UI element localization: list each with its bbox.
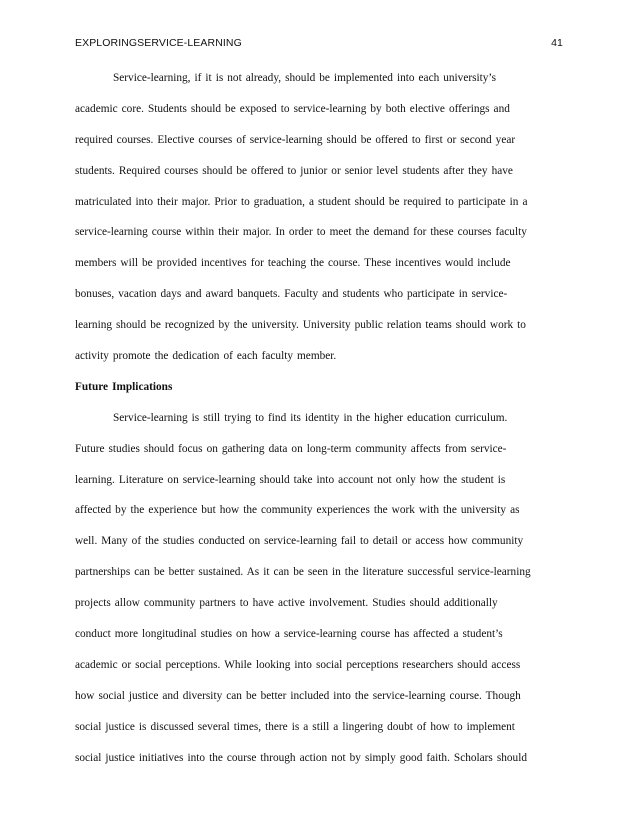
paragraph-line: projects allow community partners to have active involvement. Studies should additionally <box>75 597 498 610</box>
paragraph-line: well. Many of the studies conducted on service-learning fail to detail or access how community <box>75 535 524 548</box>
running-header <box>75 37 563 53</box>
running-head-title: EXPLORINGSERVICE-LEARNING <box>75 37 242 49</box>
paragraph-line: academic core. Students should be exposed to service-learning by both elective offerings and <box>75 102 510 115</box>
paragraph-line: service-learning course within their major. In order to meet the demand for these courses faculty <box>75 226 527 239</box>
paragraph-line: learning. Literature on service-learning should take into account not only how the student is <box>75 473 506 486</box>
section-heading: Future Implications <box>75 380 173 393</box>
paragraph-line: social justice is discussed several times, there is a still a lingering doubt of how to implement <box>75 720 515 733</box>
paragraph-line: Future studies should focus on gathering data on long-term community affects from service- <box>75 442 507 455</box>
paragraph-line: conduct more longitudinal studies on how a service-learning course has affected a student’s <box>75 628 503 641</box>
paragraph-line: partnerships can be better sustained. As it can be seen in the literature successful service-learning <box>75 566 531 579</box>
document-body <box>75 70 565 780</box>
paragraph-line: Service-learning, if it is not already, should be implemented into each university’s <box>113 72 496 84</box>
paragraph-line: affected by the experience but how the community experiences the work with the university as <box>75 504 520 517</box>
paragraph-line: Service-learning is still trying to find its identity in the higher education curriculum. <box>113 411 508 424</box>
paragraph-line: matriculated into their major. Prior to graduation, a student should be required to participate in a <box>75 195 528 208</box>
paragraph-line: social justice initiatives into the course through action not by simply good faith. Scholars should <box>75 751 527 764</box>
paragraph-line: activity promote the dedication of each faculty member. <box>75 350 337 363</box>
page-number: 41 <box>551 37 563 49</box>
paragraph-line: bonuses, vacation days and award banquets. Faculty and students who participate in service- <box>75 288 508 301</box>
paragraph-line: required courses. Elective courses of service-learning should be offered to first or second year <box>75 133 516 146</box>
paragraph-line: learning should be recognized by the university. University public relation teams should work to <box>75 319 526 332</box>
paragraph-line: students. Required courses should be offered to junior or senior level students after they have <box>75 164 513 177</box>
paragraph-line: academic or social perceptions. While looking into social perceptions researchers should access <box>75 658 521 671</box>
paragraph-line: members will be provided incentives for teaching the course. These incentives would include <box>75 257 511 270</box>
paragraph-line: how social justice and diversity can be better included into the service-learning course. Though <box>75 689 521 702</box>
